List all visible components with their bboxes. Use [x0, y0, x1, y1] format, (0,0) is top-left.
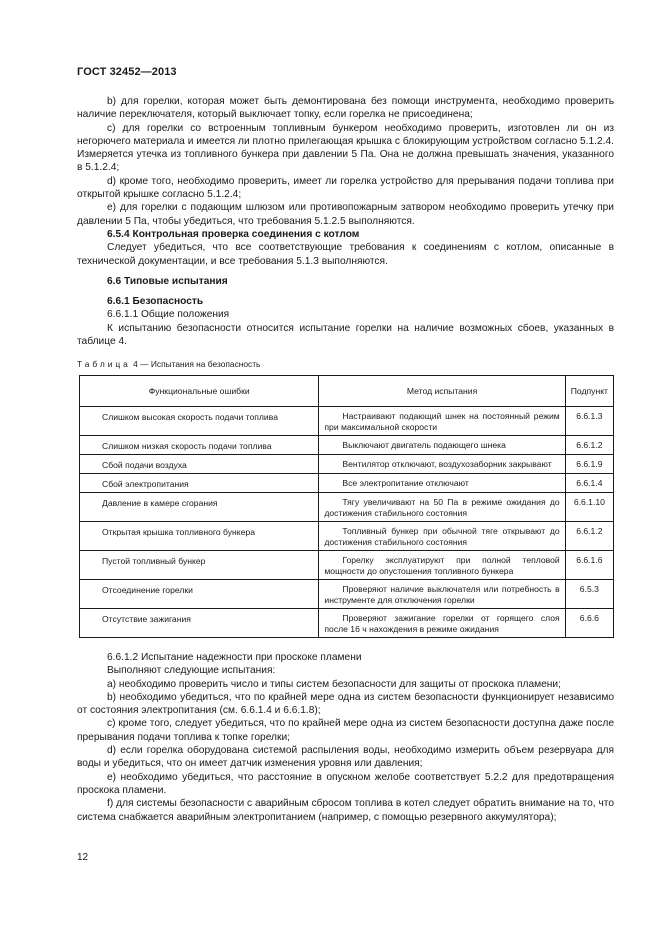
paragraph-6-5-4: Следует убедиться, что все соответствующие требования к соединениям с котлом, описанные в технической документации, и все требования 5.1.3 выполняются. — [77, 242, 614, 267]
safety-tests-table — [79, 375, 614, 638]
table-header-row — [80, 376, 614, 407]
cell-method: Горелку эксплуатируют при полной тепловой мощности до опустошения топливного бункера — [319, 551, 565, 580]
cell-error: Отсутствие зажигания — [80, 609, 319, 638]
table-row — [80, 436, 614, 455]
cell-error: Открытая крышка топливного бункера — [80, 522, 319, 551]
table-row — [80, 407, 614, 436]
paragraph-c: c) для горелки со встроенным топливным бункером необходимо проверить, изготовлен ли он из негорючего материала и имеется ли плотно прилегающая крышка с блокирующим устройством согласно 5.1.2.4. Измеряется утечка из топливного бункера при давлении 5 Па. Она не должна превышать значения, указанного в 5.1.2.4; — [77, 122, 614, 174]
paragraph-intro: Выполняют следующие испытания: — [107, 665, 276, 677]
cell-method: Топливный бункер при обычной тяге открывают до достижения стабильного состояния — [319, 522, 565, 551]
table-row — [80, 455, 614, 474]
table-caption-word: Таблица — [77, 359, 131, 369]
table-row — [80, 609, 614, 638]
heading-6-6-1-1: 6.6.1.1 Общие положения — [107, 309, 230, 321]
table-caption — [77, 359, 260, 369]
body-bottom — [77, 651, 614, 824]
table-row — [80, 522, 614, 551]
paragraph-6-6-1-1: К испытанию безопасности относится испытание горелки на наличие возможных сбоев, указанных в таблице 4. — [77, 322, 614, 348]
cell-subclause: 6.6.1.2 — [565, 522, 613, 551]
paragraph-d: d) кроме того, необходимо проверить, имеет ли горелка устройство для прерывания подачи топлива при открытой крышке согласно 5.1.2.4; — [77, 175, 614, 201]
heading-6-6-1-2: 6.6.1.2 Испытание надежности при проскоке пламени — [107, 652, 362, 663]
cell-subclause: 6.6.1.6 — [565, 551, 613, 580]
body-top — [77, 95, 614, 348]
cell-method: Выключают двигатель подающего шнека — [319, 436, 565, 455]
cell-subclause: 6.6.1.2 — [565, 436, 613, 455]
cell-method: Настраивают подающий шнек на постоянный режим при максимальной скорости — [319, 407, 565, 436]
table-row — [80, 493, 614, 522]
table-caption-text: 4 — Испытания на безопасность — [133, 359, 261, 369]
cell-method: Проверяют зажигание горелки от горящего слоя после 16 ч нахождения в режиме ожидания — [319, 609, 565, 638]
heading-6-6: 6.6 Типовые испытания — [107, 275, 228, 287]
table-row — [80, 551, 614, 580]
cell-subclause: 6.6.1.10 — [565, 493, 613, 522]
heading-6-5-4: 6.5.4 Контрольная проверка соединения с котлом — [107, 228, 360, 240]
paragraph-c2: c) кроме того, следует убедиться, что по крайней мере одна из систем безопасности доступна даже после прерывания подачи топлива к топке горелки; — [77, 718, 614, 743]
paragraph-b2: b) необходимо убедиться, что по крайней мере одна из систем безопасности функционирует независимо от состояния электропитания (см. 6.6.1.4 и 6.6.1.8); — [77, 691, 614, 717]
cell-error: Давление в камере сгорания — [80, 493, 319, 522]
cell-error: Отсоединение горелки — [80, 580, 319, 609]
paragraph-f2: f) для системы безопасности с аварийным сбросом топлива в котел следует обратить внимание на то, что система снабжается аварийным электропитанием (например, с помощью резервного аккумулятора); — [77, 798, 614, 823]
page-number: 12 — [77, 852, 89, 863]
cell-error: Слишком высокая скорость подачи топлива — [80, 407, 319, 436]
cell-error: Сбой подачи воздуха — [80, 455, 319, 474]
cell-subclause: 6.5.3 — [565, 580, 613, 609]
paragraph-b: b) для горелки, которая может быть демонтирована без помощи инструмента, необходимо проверить наличие переключателя, который выключает топку, если горелка не присоединена; — [77, 96, 614, 121]
table-row — [80, 580, 614, 609]
heading-6-6-1: 6.6.1 Безопасность — [107, 296, 204, 308]
header-test-method: Метод испытания — [319, 376, 565, 407]
header-subclause: Подпункт — [565, 376, 613, 407]
cell-error: Сбой электропитания — [80, 474, 319, 493]
paragraph-e: e) для горелки с подающим шлюзом или противопожарным затвором необходимо проверить утечку при давлении 5 Па, чтобы убедиться, что требования 5.1.2.5 выполняются. — [77, 202, 614, 227]
paragraph-e2: e) необходимо убедиться, что расстояние в опускном желобе соответствует 5.2.2 для предотвращения проскока пламени. — [77, 771, 614, 796]
cell-method: Тягу увеличивают на 50 Па в режиме ожидания до достижения стабильного состояния — [319, 493, 565, 522]
cell-method: Вентилятор отключают, воздухозаборник закрывают — [319, 455, 565, 474]
paragraph-d2: d) если горелка оборудована системой распыления воды, необходимо измерить объем резервуара для воды и убедиться, что он имеет датчик изменения уровня или давления; — [77, 745, 614, 770]
cell-subclause: 6.6.1.9 — [565, 455, 613, 474]
cell-method: Все электропитание отключают — [319, 474, 565, 493]
cell-error: Слишком низкая скорость подачи топлива — [80, 436, 319, 455]
paragraph-a: a) необходимо проверить число и типы систем безопасности для защиты от проскока пламени; — [107, 678, 561, 690]
table-row — [80, 474, 614, 493]
cell-subclause: 6.6.1.3 — [565, 407, 613, 436]
header-functional-errors: Функциональные ошибки — [80, 376, 319, 407]
cell-subclause: 6.6.1.4 — [565, 474, 613, 493]
document-header: ГОСТ 32452—2013 — [77, 66, 177, 78]
cell-subclause: 6.6.6 — [565, 609, 613, 638]
cell-error: Пустой топливный бункер — [80, 551, 319, 580]
cell-method: Проверяют наличие выключателя или потребность в инструменте для отключения горелки — [319, 580, 565, 609]
